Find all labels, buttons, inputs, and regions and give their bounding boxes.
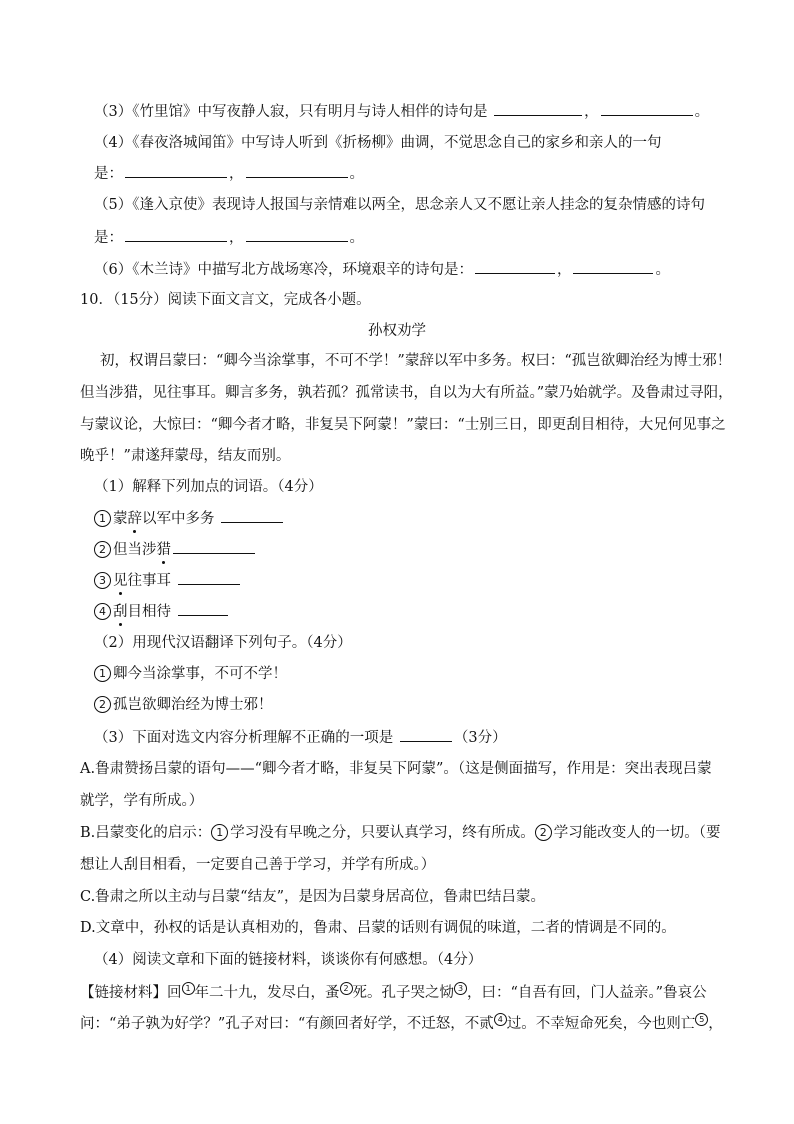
- text: 以军中多务: [142, 511, 215, 527]
- passage-line: 晚乎！”肃遂拜蒙母，结友而别。: [80, 448, 291, 464]
- circled-number: 2: [535, 824, 552, 841]
- text: 但当涉: [113, 542, 157, 558]
- footnote-marker: 2: [340, 982, 353, 995]
- period: 。: [655, 262, 670, 278]
- passage-title: 孙权劝学: [368, 323, 426, 339]
- sub2-item: [94, 695, 794, 715]
- text: 目相待: [127, 604, 171, 620]
- poem-q5-line1: （5）《逢入京使》表现诗人报国与亲情难以两全，思念亲人又不愿让亲人挂念的复杂情感的诗句: [94, 197, 705, 213]
- text: 【链接材料】回: [80, 985, 182, 1001]
- circled-number: 1: [211, 824, 228, 841]
- text: （3）下面对选文内容分析理解不正确的一项是: [94, 730, 394, 746]
- text: 孤岂欲卿治经为博士邪！: [113, 697, 273, 713]
- link-material-line2: [80, 1013, 794, 1034]
- score: （3分）: [453, 730, 507, 746]
- answer-blank[interactable]: [601, 101, 693, 116]
- option-a: A.鲁肃赞扬吕蒙的语句——“卿今者才略，非复吴下阿蒙”。（这是侧面描写，作用是：突出表现吕蒙: [80, 761, 712, 777]
- dotted-word: 见: [113, 573, 128, 589]
- poem-q6-text: （6）《木兰诗》中描写北方战场寒冷，环境艰辛的诗句是：: [94, 262, 473, 278]
- text: 蒙: [113, 511, 128, 527]
- sub1-item: [94, 570, 794, 591]
- circled-number: 1: [94, 665, 111, 682]
- text: 往事耳: [127, 573, 171, 589]
- separator: ，: [584, 104, 599, 120]
- text: ，: [708, 1016, 723, 1032]
- option-a-cont: 就学，学有所成。）: [80, 793, 204, 809]
- sub4-prompt: （4）阅读文章和下面的链接材料，谈谈你有何感想。（4分）: [94, 952, 483, 968]
- sub1-item: [94, 601, 794, 622]
- circled-number: 1: [94, 510, 111, 527]
- text: 过。不幸短命死矣，今也则亡: [506, 1016, 696, 1032]
- text: 问：“弟子孰为好学？”孔子对曰：“有颜回者好学，不迁怒，不贰: [80, 1016, 494, 1032]
- footnote-marker: 1: [182, 982, 195, 995]
- option-d: D.文章中，孙权的话是认真相劝的，鲁肃、吕蒙的话则有调侃的味道，二者的情调是不同的。: [80, 920, 676, 936]
- sub3-prompt: [94, 727, 794, 748]
- sub1-prompt: （1）解释下列加点的词语。（4分）: [94, 479, 323, 495]
- lead: 是：: [94, 230, 123, 246]
- lead: 是：: [94, 166, 123, 182]
- dotted-word: 辞: [127, 511, 142, 527]
- sub2-item: [94, 664, 794, 684]
- footnote-marker: 4: [494, 1013, 507, 1026]
- separator: ，: [556, 262, 572, 278]
- text: 学习能改变人的一切。（要: [553, 825, 721, 841]
- answer-blank[interactable]: [475, 259, 555, 274]
- text: 学习没有早晚之分，只要认真学习，终有所成。: [230, 825, 535, 841]
- poem-q3-text: （3）《竹里馆》中写夜静人寂，只有明月与诗人相伴的诗句是: [94, 104, 488, 120]
- period: 。: [349, 230, 364, 246]
- sub1-item: [94, 508, 794, 529]
- text: 卿今当涂掌事，不可不学！: [113, 666, 287, 682]
- text: 年二十九，发尽白，蚤: [194, 985, 340, 1001]
- text: B.吕蒙变化的启示：: [80, 825, 212, 841]
- poem-q5-line2: [94, 227, 794, 248]
- option-b-cont: 想让人刮目相看，一定要自己善于学习，并学有所成。）: [80, 857, 436, 873]
- answer-blank[interactable]: [400, 727, 452, 742]
- passage-line: 但当涉猎，见往事耳。卿言多务，孰若孤？孤常读书，自以为大有所益。”蒙乃始就学。及鲁肃过寻阳，: [80, 385, 733, 401]
- sub2-prompt: （2）用现代汉语翻译下列句子。（4分）: [94, 635, 352, 651]
- q10-header: 10．（15分）阅读下面文言文，完成各小题。: [80, 292, 371, 308]
- sub1-item: [94, 539, 794, 560]
- text: ，曰：“自吾有回，门人益亲。”鲁哀公: [467, 985, 707, 1001]
- poem-q4-line1: （4）《春夜洛城闻笛》中写诗人听到《折杨柳》曲调，不觉思念自己的家乡和亲人的一句: [94, 135, 662, 151]
- answer-blank[interactable]: [494, 101, 582, 116]
- separator: ，: [229, 166, 244, 182]
- answer-blank[interactable]: [178, 601, 228, 616]
- option-b: [80, 823, 794, 843]
- answer-blank[interactable]: [246, 227, 348, 242]
- answer-blank[interactable]: [173, 539, 255, 554]
- circled-number: 2: [94, 696, 111, 713]
- dotted-word: 猎: [156, 542, 171, 558]
- circled-number: 4: [94, 603, 111, 620]
- passage-line: 与蒙议论，大惊曰：“卿今者才略，非复吴下阿蒙！”蒙曰：“士别三日，即更刮目相待，大兄何见事之: [80, 417, 726, 433]
- circled-number: 2: [94, 541, 111, 558]
- circled-number: 3: [94, 572, 111, 589]
- answer-blank[interactable]: [573, 259, 653, 274]
- period: 。: [694, 104, 710, 120]
- option-c: C.鲁肃之所以主动与吕蒙“结友”，是因为吕蒙身居高位，鲁肃巴结吕蒙。: [80, 889, 546, 905]
- footnote-marker: 3: [454, 982, 467, 995]
- poem-q6: [94, 259, 794, 280]
- link-material-line1: [80, 982, 794, 1003]
- poem-q3: [94, 101, 794, 122]
- answer-blank[interactable]: [125, 227, 227, 242]
- dotted-word: 刮: [113, 604, 128, 620]
- answer-blank[interactable]: [125, 163, 227, 178]
- passage-line: 初，权谓吕蒙曰：“卿今当涂掌事，不可不学！”蒙辞以军中多务。权曰：“孤岂欲卿治经为博士邪！: [100, 353, 732, 369]
- text: 死。孔子哭之恸: [352, 985, 454, 1001]
- period: 。: [349, 166, 364, 182]
- answer-blank[interactable]: [246, 163, 348, 178]
- poem-q4-line2: [94, 163, 794, 184]
- answer-blank[interactable]: [178, 570, 240, 585]
- footnote-marker: 5: [695, 1013, 708, 1026]
- answer-blank[interactable]: [221, 508, 283, 523]
- separator: ，: [229, 230, 244, 246]
